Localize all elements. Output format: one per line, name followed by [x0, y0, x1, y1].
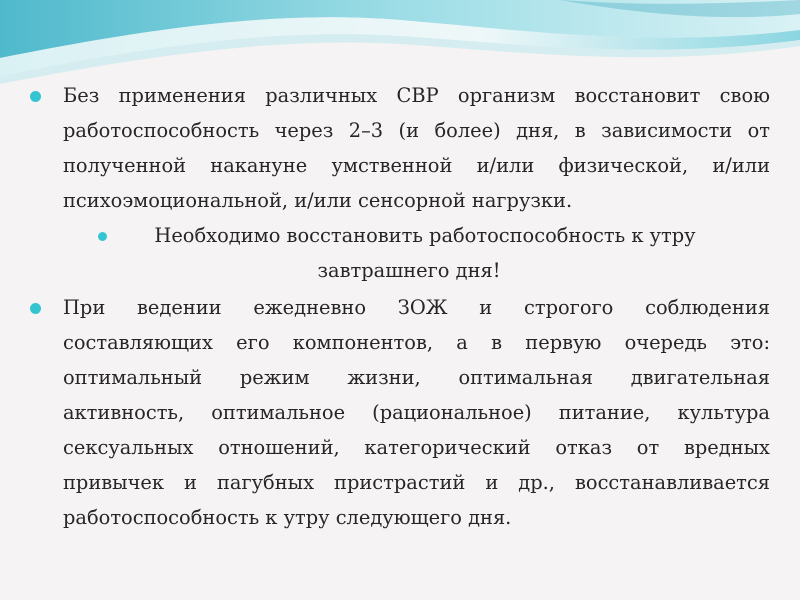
paragraph-3-text: При ведении ежедневно ЗОЖ и строгого соблюдения составляющих его компонентов, а в первую очередь это: оптимальный режим жизни, оптимальная двигательная активность, оптимальное (рациональное) питание, культура сексуальных отношений, категорический отказ от вредных привычек и пагубных пристрастий и др., восстанавливается работоспособность к утру следующего дня.	[63, 296, 770, 529]
paragraph-2-line-2: завтрашнего дня!	[317, 259, 501, 282]
bullet-icon	[30, 91, 41, 102]
bullet-icon	[98, 232, 107, 241]
paragraph-1	[28, 78, 770, 218]
header-wave-decoration	[0, 0, 800, 90]
paragraph-3	[28, 290, 770, 535]
paragraph-1-text: Без применения различных СВР организм восстановит свою работоспособность через 2–3 (и более) дня, в зависимости от полученной накануне умственной и/или физической, и/или психоэмоциональной, и/или сенсорной нагрузки.	[63, 84, 770, 212]
bullet-icon	[30, 303, 41, 314]
paragraph-2	[28, 218, 770, 288]
slide-content	[28, 78, 770, 535]
paragraph-2-line-1: Необходимо восстановить работоспособность к утру	[154, 224, 696, 247]
